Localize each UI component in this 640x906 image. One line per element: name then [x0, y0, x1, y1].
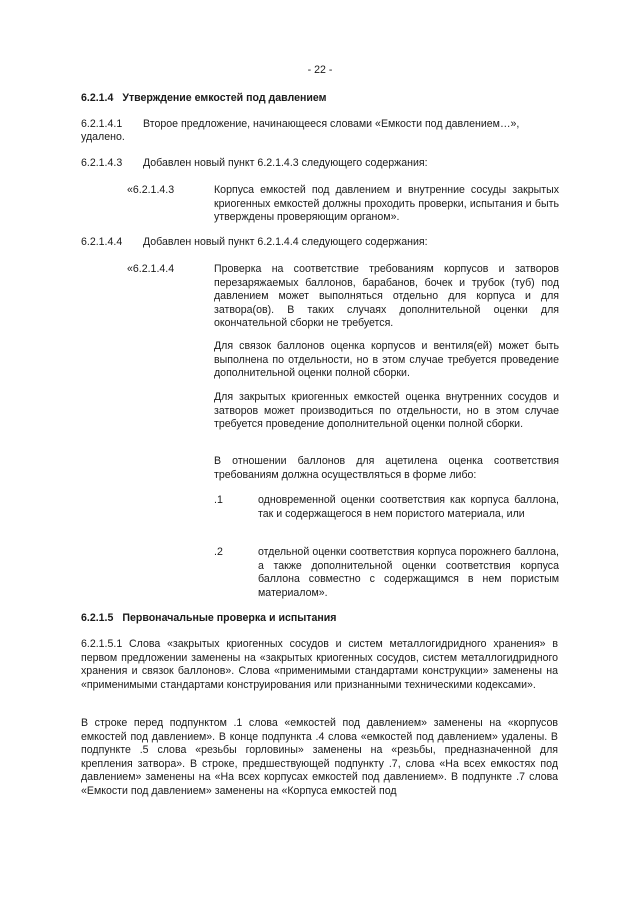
- list-item-number: .1: [214, 494, 223, 506]
- list-item-number: .2: [214, 546, 223, 558]
- clause-number: 6.2.1.4.3: [81, 157, 123, 169]
- quoted-paragraph: Для связок баллонов оценка корпусов и вентиля(ей) может быть выполнена по отдельности, но в этом случае требуется проведение дополнительной оценки полной сборки.: [214, 340, 559, 380]
- clause-number: 6.2.1.4.4: [81, 236, 123, 248]
- clause-text: Второе предложение, начинающееся словами «Емкости под давлением…»,: [143, 118, 520, 130]
- quoted-clause-number: «6.2.1.4.4: [127, 263, 175, 275]
- clause-text-continued: удалено.: [81, 131, 125, 143]
- clause-text: Добавлен новый пункт 6.2.1.4.3 следующего содержания:: [143, 157, 428, 169]
- body-paragraph: 6.2.1.5.1 Слова «закрытых криогенных сосудов и систем металлогидридного хранения» в первом предложении заменены на «закрытых криогенных сосудов, систем металлогидридного хранения и связок баллонов». Слова «применимыми стандартами конструкции» заменены на «применимыми стандартами конструирования или признанными техническими кодексами».: [81, 638, 558, 691]
- quoted-paragraph: Проверка на соответствие требованиям корпусов и затворов перезаряжаемых баллонов, барабанов, бочек и трубок (туб) под давлением может выполняться отдельно для корпуса и для затвора(ов). В таких случаях дополнительной оценки для окончательной сборки не требуется.: [214, 263, 559, 330]
- section-number: 6.2.1.5: [81, 612, 114, 624]
- page-number: - 22 -: [307, 64, 333, 76]
- clause-text: Добавлен новый пункт 6.2.1.4.4 следующего содержания:: [143, 236, 428, 248]
- section-heading-6-2-1-5: [81, 612, 581, 626]
- section-title: Первоначальные проверка и испытания: [122, 612, 337, 624]
- quoted-clause-number: «6.2.1.4.3: [127, 184, 175, 196]
- quoted-paragraph: В отношении баллонов для ацетилена оценка соответствия требованиям должна осуществляться в форме либо:: [214, 455, 559, 481]
- quoted-paragraph: Для закрытых криогенных емкостей оценка внутренних сосудов и затворов может производиться по отдельности, но в этом случае требуется проведение дополнительной оценки полной сборки.: [214, 391, 559, 431]
- list-item-text: отдельной оценки соответствия корпуса порожнего баллона, а также дополнительной оценки соответствия корпуса баллона совместно с содержащимся в нем пористым материалом».: [258, 546, 559, 599]
- section-title: Утверждение емкостей под давлением: [122, 92, 327, 104]
- list-item-text: одновременной оценки соответствия как корпуса баллона, так и содержащегося в нем пористого материала, или: [258, 494, 559, 520]
- clause-number: 6.2.1.4.1: [81, 118, 123, 130]
- body-paragraph: В строке перед подпунктом .1 слова «емкостей под давлением» заменены на «корпусов емкостей под давлением». В конце подпункта .4 слова «емкостей под давлением» удалены. В подпункте .5 слова «резьбы горловины» заменены на «резьбы, предназначенной для крепления затвора». В строке, предшествующей подпункту .7, слова «На всех емкостях под давлением» заменены на «На всех корпусах емкостей под давлением». В подпункте .7 слова «Емкости под давлением» заменены на «Корпуса емкостей под: [81, 717, 558, 797]
- section-number: 6.2.1.4: [81, 92, 114, 104]
- quoted-clause-text: Корпуса емкостей под давлением и внутренние сосуды закрытых криогенных емкостей должны проходить проверки, испытания и быть утверждены проверяющим органом».: [214, 184, 559, 224]
- section-heading-6-2-1-4: [81, 92, 581, 106]
